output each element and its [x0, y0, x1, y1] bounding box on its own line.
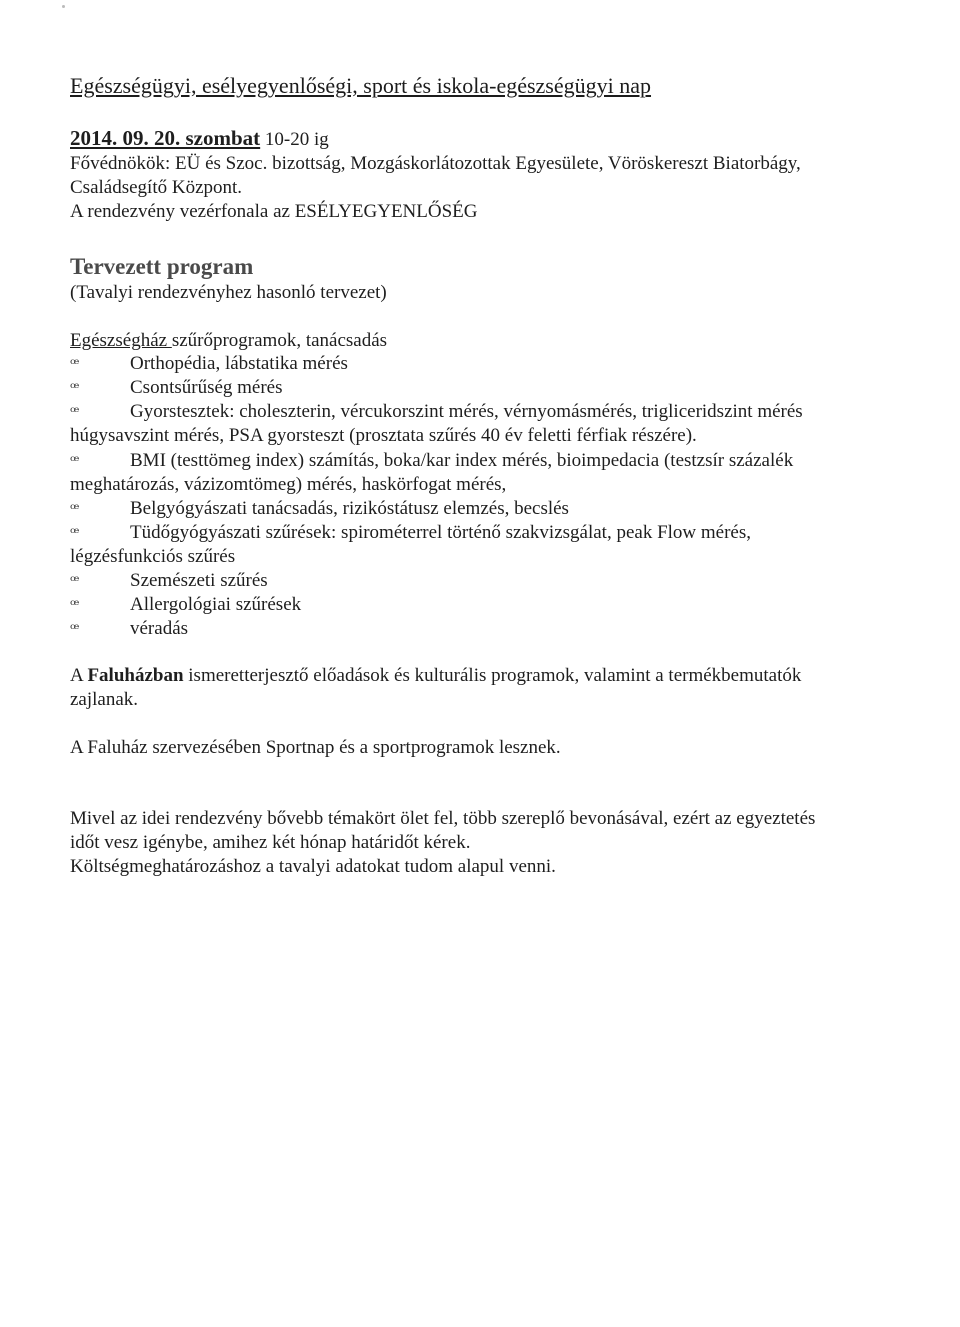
faluhaz-rest: ismeretterjesztő előadások és kulturális programok, valamint a termékbemutatók — [183, 665, 802, 686]
program-heading: Tervezett program — [70, 254, 254, 279]
closing-paragraph-line-3: Költségmeghatározáshoz a tavalyi adatokat tudom alapul venni. — [70, 856, 556, 877]
list-item-text: véradás — [130, 618, 189, 639]
list-item — [70, 594, 301, 617]
event-date-line — [70, 126, 329, 151]
health-house-line — [70, 330, 387, 352]
bullet-icon: ꟹ — [70, 357, 80, 373]
list-item-continuation: húgysavszint mérés, PSA gyorsteszt (prosztata szűrés 40 év feletti férfiak részére). — [70, 425, 697, 446]
health-house-label: Egészségház — [70, 330, 172, 351]
sport-paragraph: A Faluház szervezésében Sportnap és a sportprogramok lesznek. — [70, 737, 561, 758]
bullet-icon: ꟹ — [70, 526, 80, 542]
bullet-icon: ꟹ — [70, 454, 80, 470]
faluhaz-paragraph-line-2: zajlanak. — [70, 689, 139, 710]
list-item-text: BMI (testtömeg index) számítás, boka/kar index mérés, bioimpedacia (testzsír százalék — [130, 450, 794, 471]
bullet-icon: ꟹ — [70, 622, 80, 638]
list-item-text: Belgyógyászati tanácsadás, rizikóstátusz elemzés, becslés — [130, 498, 569, 519]
bullet-icon: ꟹ — [70, 502, 80, 518]
event-date: 2014. 09. 20. szombat — [70, 126, 261, 150]
list-item-text: Tüdőgyógyászati szűrések: spirométerrel történő szakvizsgálat, peak Flow mérés, — [130, 522, 751, 543]
closing-paragraph-line-1: Mivel az idei rendezvény bővebb témakört ölet fel, több szereplő bevonásával, ezért az egyeztetés — [70, 808, 816, 829]
list-item-text: Orthopédia, lábstatika mérés — [130, 353, 348, 374]
bullet-icon: ꟹ — [70, 381, 80, 397]
list-item-text: Csontsűrűség mérés — [130, 377, 283, 398]
faluhaz-paragraph-line-1 — [70, 665, 801, 687]
bullet-icon: ꟹ — [70, 574, 80, 590]
list-item — [70, 377, 283, 400]
health-house-desc: szűrőprogramok, tanácsadás — [171, 330, 388, 351]
event-time: 10-20 ig — [260, 129, 329, 150]
faluhaz-prefix: A — [70, 665, 88, 686]
list-item-text: Allergológiai szűrések — [130, 594, 302, 615]
document-title: Egészségügyi, esélyegyenlőségi, sport és iskola-egészségügyi nap — [70, 73, 652, 98]
list-item — [70, 401, 803, 424]
bullet-icon: ꟹ — [70, 405, 80, 421]
patrons-line-2: Családsegítő Központ. — [70, 177, 243, 198]
faluhaz-bold: Faluházban — [87, 665, 184, 686]
list-item — [70, 450, 793, 473]
bullet-icon: ꟹ — [70, 598, 80, 614]
list-item — [70, 522, 751, 545]
patrons-line-1: Fővédnökök: EÜ és Szoc. bizottság, Mozgáskorlátozottak Egyesülete, Vöröskereszt Biatorbágy, — [70, 153, 801, 174]
list-item-continuation: légzésfunkciós szűrés — [70, 546, 236, 567]
list-item — [70, 570, 268, 593]
list-item — [70, 618, 188, 641]
list-item-continuation: meghatározás, vázizomtömeg) mérés, haskörfogat mérés, — [70, 474, 507, 495]
closing-paragraph-line-2: időt vesz igénybe, amihez két hónap határidőt kérek. — [70, 832, 471, 853]
list-item-text: Szemészeti szűrés — [130, 570, 268, 591]
scan-speck — [62, 5, 65, 8]
program-subtitle: (Tavalyi rendezvényhez hasonló tervezet) — [70, 282, 387, 303]
list-item — [70, 353, 348, 376]
list-item-text: Gyorstesztek: choleszterin, vércukorszint mérés, vérnyomásmérés, trigliceridszint mérés — [130, 401, 803, 422]
theme-line: A rendezvény vezérfonala az ESÉLYEGYENLŐSÉG — [70, 201, 478, 222]
list-item — [70, 498, 569, 521]
